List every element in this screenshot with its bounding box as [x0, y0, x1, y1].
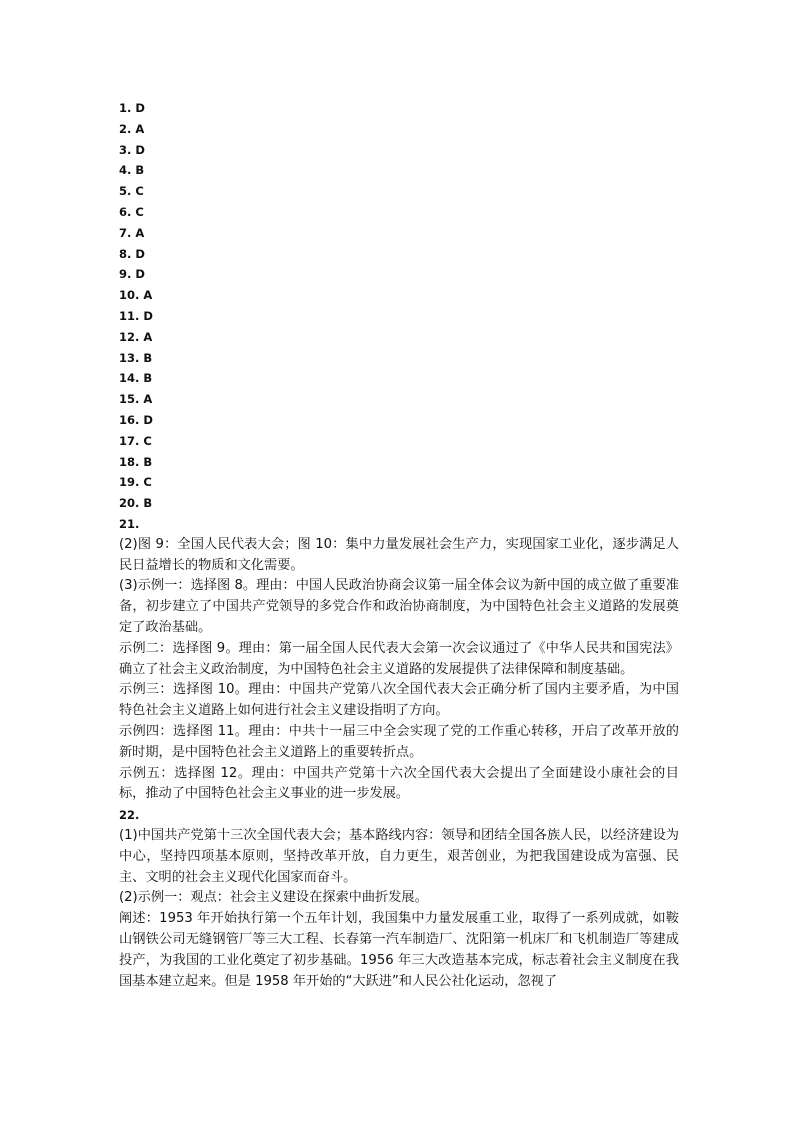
q21-example-2: 示例二：选择图 9。理由：第一届全国人民代表大会第一次会议通过了《中华人民共和国宪法》确立了社会主义政治制度，为中国特色社会主义道路的发展提供了法律保障和制度基础。: [119, 640, 679, 677]
answer-item: 17. C: [119, 433, 152, 448]
answer-item: 6. C: [119, 204, 144, 219]
question-number-21: 21.: [119, 517, 140, 531]
answer-item: 12. A: [119, 329, 153, 344]
q21-part-3-example-1: (3)示例一：选择图 8。理由：中国人民政治协商会议第一届全体会议为新中国的成立做了重要准备，初步建立了中国共产党领导的多党合作和政治协商制度，为中国特色社会主义道路的发展奠定了政治基础。: [119, 578, 679, 635]
answer-item: 1. D: [119, 101, 145, 115]
answer-item: 14. B: [119, 371, 153, 386]
answer-item: 9. D: [119, 267, 145, 282]
q22-part-1: (1)中国共产党第十三次全国代表大会；基本路线内容：领导和团结全国各族人民，以经济建设为中心，坚持四项基本原则，坚持改革开放，自力更生，艰苦创业，为把我国建设成为富强、民主、文明的社会主义现代化国家而奋斗。: [119, 827, 679, 885]
answer-explanations: [119, 514, 679, 992]
q22-part-2-elaboration: 阐述：1953 年开始执行第一个五年计划，我国集中力量发展重工业，取得了一系列成就，如鞍山钢铁公司无缝钢管厂等三大工程、长春第一汽车制造厂、沈阳第一机床厂和飞机制造厂等建成投产，为我国的工业化奠定了初步基础。1956 年三大改造基本完成，标志着社会主义制度在我国基本建立起来。但是 1958 年开始的“大跃进”和人民公社化运动，忽视了: [119, 911, 679, 989]
answer-item: 11. D: [119, 308, 153, 323]
q21-example-3: 示例三：选择图 10。理由：中国共产党第八次全国代表大会正确分析了国内主要矛盾，为中国特色社会主义道路上如何进行社会主义建设指明了方向。: [119, 682, 679, 719]
answer-item: 8. D: [119, 246, 145, 261]
answer-item: 15. A: [119, 392, 153, 407]
answer-item: 20. B: [119, 496, 153, 511]
q21-example-4: 示例四：选择图 11。理由：中共十一届三中全会实现了党的工作重心转移，开启了改革开放的新时期，是中国特色社会主义道路上的重要转折点。: [119, 723, 679, 760]
q21-part-2: (2)图 9：全国人民代表大会；图 10：集中力量发展社会生产力，实现国家工业化，逐步满足人民日益增长的物质和文化需要。: [119, 536, 679, 573]
q21-example-5: 示例五：选择图 12。理由：中国共产党第十六次全国代表大会提出了全面建设小康社会的目标，推动了中国特色社会主义事业的进一步发展。: [119, 765, 679, 802]
answer-item: 16. D: [119, 412, 153, 427]
answer-item: 2. A: [119, 121, 145, 136]
answer-list: [119, 98, 679, 514]
answer-item: 18. B: [119, 454, 153, 469]
answer-item: 7. A: [119, 225, 145, 240]
answer-item: 5. C: [119, 184, 144, 199]
answer-item: 19. C: [119, 475, 152, 490]
answer-item: 4. B: [119, 163, 145, 178]
question-number-22: 22.: [119, 808, 140, 823]
answer-item: 3. D: [119, 142, 145, 157]
q22-part-2: (2)示例一：观点：社会主义建设在探索中曲折发展。: [119, 890, 428, 906]
answer-item: 13. B: [119, 350, 153, 365]
answer-item: 10. A: [119, 288, 153, 303]
